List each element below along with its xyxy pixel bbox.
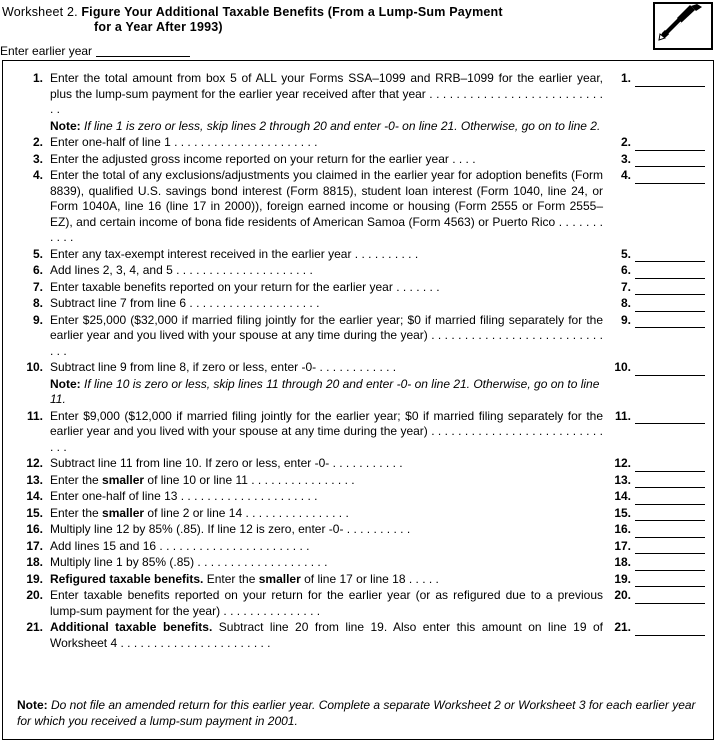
- worksheet-line: [3, 168, 713, 246]
- line-text: Multiply line 12 by 85% (.85). If line 12 is zero, enter -0- . . . . . . . . . .: [50, 522, 411, 536]
- answer-input-blank: [635, 119, 705, 132]
- line-text: Subtract line 7 from line 6 . . . . . . . . . . . . . . . . . . . .: [50, 296, 320, 310]
- line-text: Add lines 15 and 16 . . . . . . . . . . . . . . . . . . . . . . .: [50, 538, 310, 553]
- line-note: [50, 377, 609, 408]
- answer-line-number: 18.: [614, 555, 631, 569]
- line-text: Enter one-half of line 1 . . . . . . . . . . . . . . . . . . . . . .: [50, 135, 318, 149]
- worksheet-line: [3, 247, 713, 263]
- worksheet-line: [3, 360, 713, 376]
- line-answer-cell[interactable]: [609, 263, 705, 279]
- worksheet-title-line1: Figure Your Additional Taxable Benefits (From a Lump-Sum Payment: [81, 5, 503, 19]
- worksheet-line: [3, 522, 713, 538]
- line-answer-cell[interactable]: [609, 555, 705, 571]
- line-number: 20.: [26, 588, 43, 602]
- note-text: If line 10 is zero or less, skip lines 11 through 20 and enter -0- on line 21. Otherwise, go on to line 11.: [50, 376, 600, 406]
- enter-earlier-year-row: [0, 44, 190, 58]
- worksheet-bottom-note: [17, 698, 699, 729]
- line-text: Enter the adjusted gross income reported on your return for the earlier year . . . .: [50, 151, 476, 166]
- line-answer-cell[interactable]: [609, 620, 705, 636]
- answer-line-number: 7.: [620, 279, 631, 294]
- answer-input-blank[interactable]: [635, 540, 705, 554]
- line-answer-cell[interactable]: [609, 313, 705, 329]
- earlier-year-input[interactable]: [96, 44, 190, 57]
- answer-line-number: 10.: [614, 360, 631, 374]
- line-number: 21.: [26, 620, 43, 634]
- worksheet-line: [3, 555, 713, 571]
- answer-input-blank[interactable]: [635, 622, 705, 636]
- answer-input-blank[interactable]: [635, 573, 705, 587]
- enter-earlier-year-label: Enter earlier year: [0, 44, 93, 58]
- answer-line-number: 4.: [620, 168, 631, 182]
- line-text: Additional taxable benefits. Subtract line 20 from line 19. Also enter this amount on line 19 of Worksheet 4 . . . . . . . . . . . . . . . . . . . . . . .: [50, 620, 603, 650]
- line-text: Enter any tax-exempt interest received in the earlier year . . . . . . . . . .: [50, 246, 419, 261]
- answer-line-number: 14.: [614, 489, 631, 503]
- answer-input-blank[interactable]: [635, 137, 705, 151]
- answer-line-number: 21.: [614, 620, 631, 634]
- line-answer-cell[interactable]: [609, 135, 705, 151]
- worksheet-line: [3, 135, 713, 151]
- worksheet-line: [3, 539, 713, 555]
- worksheet-header: [0, 0, 719, 58]
- answer-line-number: 17.: [614, 538, 631, 553]
- answer-line-number: 15.: [614, 505, 631, 520]
- answer-line-number: 3.: [620, 151, 631, 166]
- answer-input-blank[interactable]: [635, 507, 705, 521]
- line-text: Enter the total amount from box 5 of ALL your Forms SSA–1099 and RRB–1099 for the earlier year, plus the lump-sum payment for the earlier year received after that year . . . . . . . . . . . . . . . . . . . . . . . . . . . .: [50, 71, 603, 116]
- line-answer-cell[interactable]: [609, 168, 705, 184]
- worksheet-line: [3, 588, 713, 619]
- answer-line-number: 12.: [614, 456, 631, 470]
- line-number: 4.: [32, 168, 43, 182]
- answer-line-number: 2.: [620, 135, 631, 149]
- bottom-note-text: Do not file an amended return for this earlier year. Complete a separate Worksheet 2 or Worksheet 3 for each earlier year for which you received a lump-sum payment in 2001.: [17, 698, 696, 728]
- line-answer-cell[interactable]: [609, 588, 705, 604]
- answer-line-number: 16.: [614, 522, 631, 536]
- line-note: [50, 119, 609, 135]
- line-number: 5.: [32, 246, 43, 261]
- answer-line-number: 1.: [620, 71, 631, 85]
- worksheet-line: [3, 296, 713, 312]
- line-text: Enter the total of any exclusions/adjustments you claimed in the earlier year for adoption benefits (Form 8839), qualified U.S. savings bond interest (Form 8815), student loan interest (Form 1040, line 24, or Form 1040A, line 16 (line 17 in 2000)), foreign earned income or housing (Form 2555 or Form 2555–EZ), and certain income of bona fide residents of American Samoa (Form 4563) or Puerto Rico . . . . . . . . . . .: [50, 168, 603, 244]
- worksheet-line: [3, 152, 713, 168]
- line-answer-cell[interactable]: [609, 456, 705, 472]
- worksheet-line: [3, 71, 713, 118]
- worksheet-line: [3, 409, 713, 456]
- answer-input-blank[interactable]: [635, 474, 705, 488]
- line-number: 13.: [26, 472, 43, 487]
- answer-line-number: 11.: [614, 408, 631, 423]
- line-number: 2.: [32, 135, 43, 149]
- answer-line-number: 5.: [620, 246, 631, 261]
- line-answer-cell[interactable]: [609, 360, 705, 376]
- worksheet-title-line2: for a Year After 1993): [94, 20, 223, 34]
- line-text: Add lines 2, 3, 4, and 5 . . . . . . . . . . . . . . . . . . . . .: [50, 263, 313, 277]
- answer-input-blank: [635, 377, 705, 390]
- answer-input-blank[interactable]: [635, 281, 705, 295]
- line-answer-cell[interactable]: [609, 71, 705, 87]
- line-number: 19.: [26, 571, 43, 586]
- worksheet-line: [3, 506, 713, 522]
- note-label: Note:: [50, 376, 81, 391]
- answer-input-blank[interactable]: [635, 524, 705, 538]
- line-number: 12.: [26, 456, 43, 470]
- answer-line-number: 20.: [614, 588, 631, 602]
- line-answer-cell[interactable]: [609, 506, 705, 522]
- answer-line-number: 13.: [614, 472, 631, 487]
- line-answer-cell[interactable]: [609, 489, 705, 505]
- line-answer-cell[interactable]: [609, 247, 705, 263]
- line-answer-cell[interactable]: [609, 539, 705, 555]
- line-text: Enter taxable benefits reported on your return for the earlier year (or as refigured due to a previous lump-sum payment for the year) . . . . . . . . . . . . . . .: [50, 588, 603, 618]
- line-number: 18.: [26, 555, 43, 569]
- line-number: 16.: [26, 522, 43, 536]
- line-number: 14.: [26, 489, 43, 503]
- worksheet-line: [3, 620, 713, 651]
- line-text: Enter the smaller of line 10 or line 11 . . . . . . . . . . . . . . . .: [50, 472, 355, 487]
- line-answer-cell[interactable]: [609, 296, 705, 312]
- worksheet-line-list: [3, 61, 713, 651]
- worksheet-line: [3, 313, 713, 360]
- line-text: Enter the smaller of line 2 or line 14 . . . . . . . . . . . . . . . .: [50, 505, 349, 520]
- line-text: Enter taxable benefits reported on your return for the earlier year . . . . . . .: [50, 279, 440, 294]
- line-text: Subtract line 9 from line 8, if zero or less, enter -0- . . . . . . . . . . . .: [50, 360, 397, 374]
- answer-input-blank[interactable]: [635, 410, 705, 424]
- worksheet-line: [3, 473, 713, 489]
- worksheet-line: [3, 572, 713, 588]
- line-number: 8.: [32, 296, 43, 310]
- line-answer-cell[interactable]: [609, 409, 705, 425]
- worksheet-title-block: [2, 5, 602, 35]
- line-number: 11.: [26, 408, 43, 423]
- answer-input-blank[interactable]: [635, 298, 705, 312]
- line-number: 6.: [32, 263, 43, 277]
- worksheet-note-line: [3, 377, 713, 408]
- line-answer-spacer: [609, 119, 705, 132]
- line-answer-cell[interactable]: [609, 473, 705, 489]
- worksheet-line: [3, 489, 713, 505]
- line-number: 9.: [32, 312, 43, 327]
- line-answer-cell[interactable]: [609, 522, 705, 538]
- worksheet-number-label: Worksheet 2.: [2, 5, 78, 19]
- line-text: Refigured taxable benefits. Enter the smaller of line 17 or line 18 . . . . .: [50, 571, 439, 586]
- line-number: 15.: [26, 505, 43, 520]
- line-text: Subtract line 11 from line 10. If zero or less, enter -0- . . . . . . . . . . .: [50, 456, 403, 470]
- line-text: Enter one-half of line 13 . . . . . . . . . . . . . . . . . . . . .: [50, 489, 318, 503]
- worksheet-line: [3, 263, 713, 279]
- answer-line-number: 6.: [620, 263, 631, 277]
- bottom-note-label: Note:: [17, 698, 48, 712]
- line-number: 3.: [32, 151, 43, 166]
- line-number: 17.: [26, 538, 43, 553]
- answer-line-number: 9.: [620, 312, 631, 327]
- worksheet-line: [3, 456, 713, 472]
- answer-line-number: 8.: [620, 296, 631, 310]
- answer-input-blank[interactable]: [635, 491, 705, 505]
- line-answer-cell[interactable]: [609, 572, 705, 588]
- answer-input-blank[interactable]: [635, 362, 705, 376]
- answer-input-blank[interactable]: [635, 265, 705, 279]
- line-answer-cell[interactable]: [609, 280, 705, 296]
- worksheet-note-line: [3, 119, 713, 135]
- line-text: Enter $25,000 ($32,000 if married filing jointly for the earlier year; $0 if married filing separately for the earlier year and you lived with your spouse at any time during the year) . . . . . . . . . . . . . . . . . . . . . . . . . . . . .: [50, 312, 603, 358]
- line-answer-spacer: [609, 377, 705, 390]
- pencil-icon: [653, 2, 713, 50]
- line-number: 10.: [26, 360, 43, 374]
- line-number: 1.: [32, 71, 43, 85]
- answer-line-number: 19.: [614, 571, 631, 586]
- note-text: If line 1 is zero or less, skip lines 2 through 20 and enter -0- on line 21. Otherwise, go on to line 2.: [80, 118, 601, 133]
- answer-input-blank[interactable]: [635, 73, 705, 87]
- answer-input-blank[interactable]: [635, 557, 705, 571]
- line-text: Multiply line 1 by 85% (.85) . . . . . . . . . . . . . . . . . . . .: [50, 555, 328, 569]
- line-number: 7.: [32, 279, 43, 294]
- answer-input-blank[interactable]: [635, 314, 705, 328]
- answer-input-blank[interactable]: [635, 248, 705, 262]
- note-label: Note:: [50, 118, 81, 133]
- answer-input-blank[interactable]: [635, 153, 705, 167]
- answer-input-blank[interactable]: [635, 590, 705, 604]
- worksheet-body: [2, 60, 714, 740]
- answer-input-blank[interactable]: [635, 458, 705, 472]
- line-answer-cell[interactable]: [609, 152, 705, 168]
- answer-input-blank[interactable]: [635, 170, 705, 184]
- line-text: Enter $9,000 ($12,000 if married filing jointly for the earlier year; $0 if married filing separately for the earlier year and you lived with your spouse at any time during the year) . . . . . . . . . . . . . . . . . . . . . . . . . . . . .: [50, 408, 603, 454]
- worksheet-line: [3, 280, 713, 296]
